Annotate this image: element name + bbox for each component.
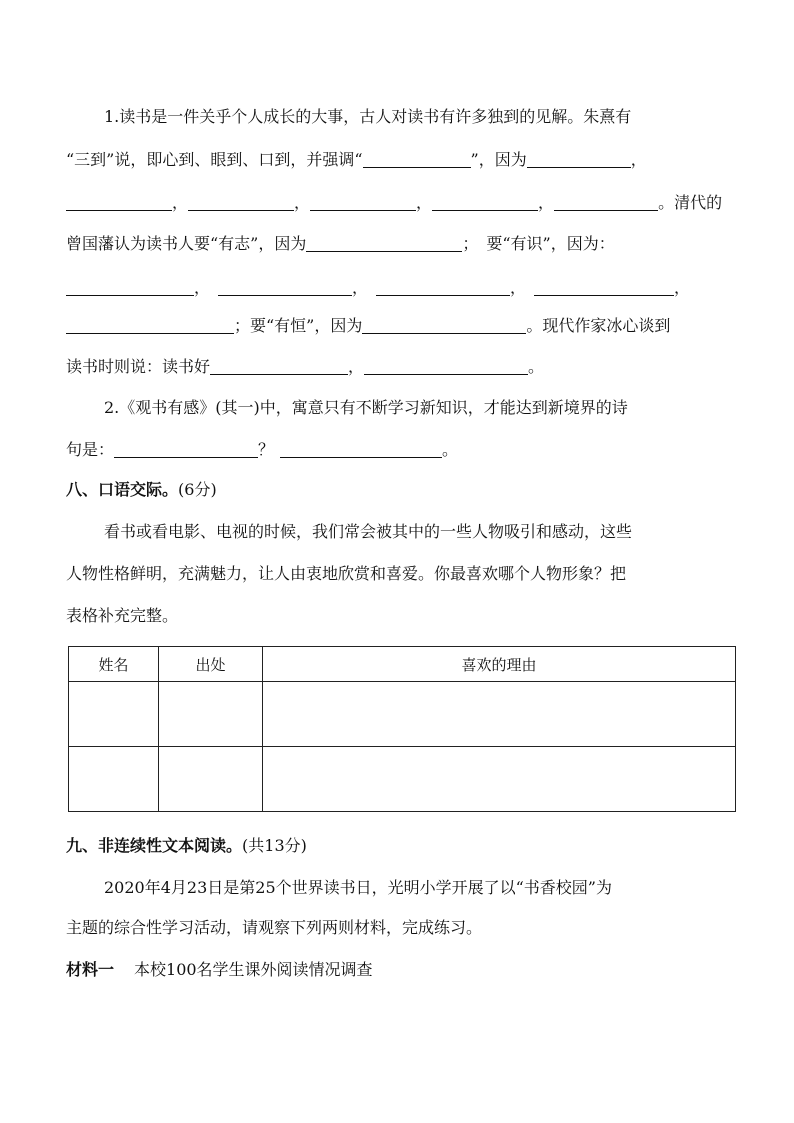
header-source: 出处 [159, 647, 263, 682]
table-row [69, 747, 736, 812]
cell-name[interactable] [69, 747, 159, 812]
answer-blank[interactable] [554, 194, 658, 211]
section-8-para-1: 看书或看电影、电视的时候，我们常会被其中的一些人物吸引和感动，这些 [104, 522, 633, 541]
q1-line-6: ；要“有恒”，因为 。现代作家冰心谈到 [66, 316, 670, 336]
q1-line-7: 读书时则说：读书好 ， 。 [66, 357, 545, 376]
answer-blank[interactable] [364, 358, 528, 375]
cell-name[interactable] [69, 682, 159, 747]
cell-reason[interactable] [263, 682, 736, 747]
q1-line-4: 曾国藩认为读书人要“有志”，因为 ； 要“有识”，因为： [66, 234, 615, 253]
answer-blank[interactable] [210, 358, 348, 375]
q1-line-5: ， ， ， ， [66, 278, 690, 298]
section-8-para-3: 表格补充完整。 [66, 606, 179, 625]
answer-blank[interactable] [66, 279, 194, 296]
answer-blank[interactable] [114, 441, 258, 458]
q1-line-2: “三到”说，即心到、眼到、口到，并强调“ ”，因为 ， [66, 150, 647, 169]
section-8-para-2: 人物性格鲜明，充满魅力，让人由衷地欣赏和喜爱。你最喜欢哪个人物形象？把 [66, 564, 627, 583]
cell-source[interactable] [159, 747, 263, 812]
q2-line-2: 句是： ？ 。 [66, 440, 459, 459]
answer-blank[interactable] [376, 279, 510, 296]
answer-blank[interactable] [218, 279, 352, 296]
cell-source[interactable] [159, 682, 263, 747]
section-8-heading: 八、口语交际。(6分) [66, 480, 217, 499]
table-row [69, 682, 736, 747]
answer-blank[interactable] [306, 235, 462, 252]
answer-blank[interactable] [362, 317, 526, 334]
favorite-character-table [68, 646, 736, 812]
answer-blank[interactable] [310, 194, 416, 211]
answer-blank[interactable] [527, 151, 631, 168]
q1-line-3: ， ， ， ， 。清代的 [66, 193, 722, 213]
header-name: 姓名 [69, 647, 159, 682]
table-header-row [69, 647, 736, 682]
answer-blank[interactable] [534, 279, 674, 296]
q1-line-1: 1.读书是一件关乎个人成长的大事，古人对读书有许多独到的见解。朱熹有 [104, 107, 632, 126]
answer-blank[interactable] [66, 194, 172, 211]
section-9-para-1: 2020年4月23日是第25个世界读书日，光明小学开展了以“书香校园”为 [104, 878, 612, 897]
q2-line-1: 2.《观书有感》(其一)中，寓意只有不断学习新知识，才能达到新境界的诗 [104, 398, 628, 417]
answer-blank[interactable] [280, 441, 442, 458]
section-9-heading: 九、非连续性文本阅读。(共13分) [66, 836, 307, 855]
cell-reason[interactable] [263, 747, 736, 812]
answer-blank[interactable] [188, 194, 294, 211]
answer-blank[interactable] [432, 194, 538, 211]
answer-blank[interactable] [66, 317, 234, 334]
header-reason: 喜欢的理由 [263, 647, 736, 682]
section-9-para-2: 主题的综合性学习活动，请观察下列两则材料，完成练习。 [66, 918, 483, 937]
answer-blank[interactable] [363, 151, 471, 168]
material-one-title: 材料一 本校100名学生课外阅读情况调查 [66, 960, 373, 979]
